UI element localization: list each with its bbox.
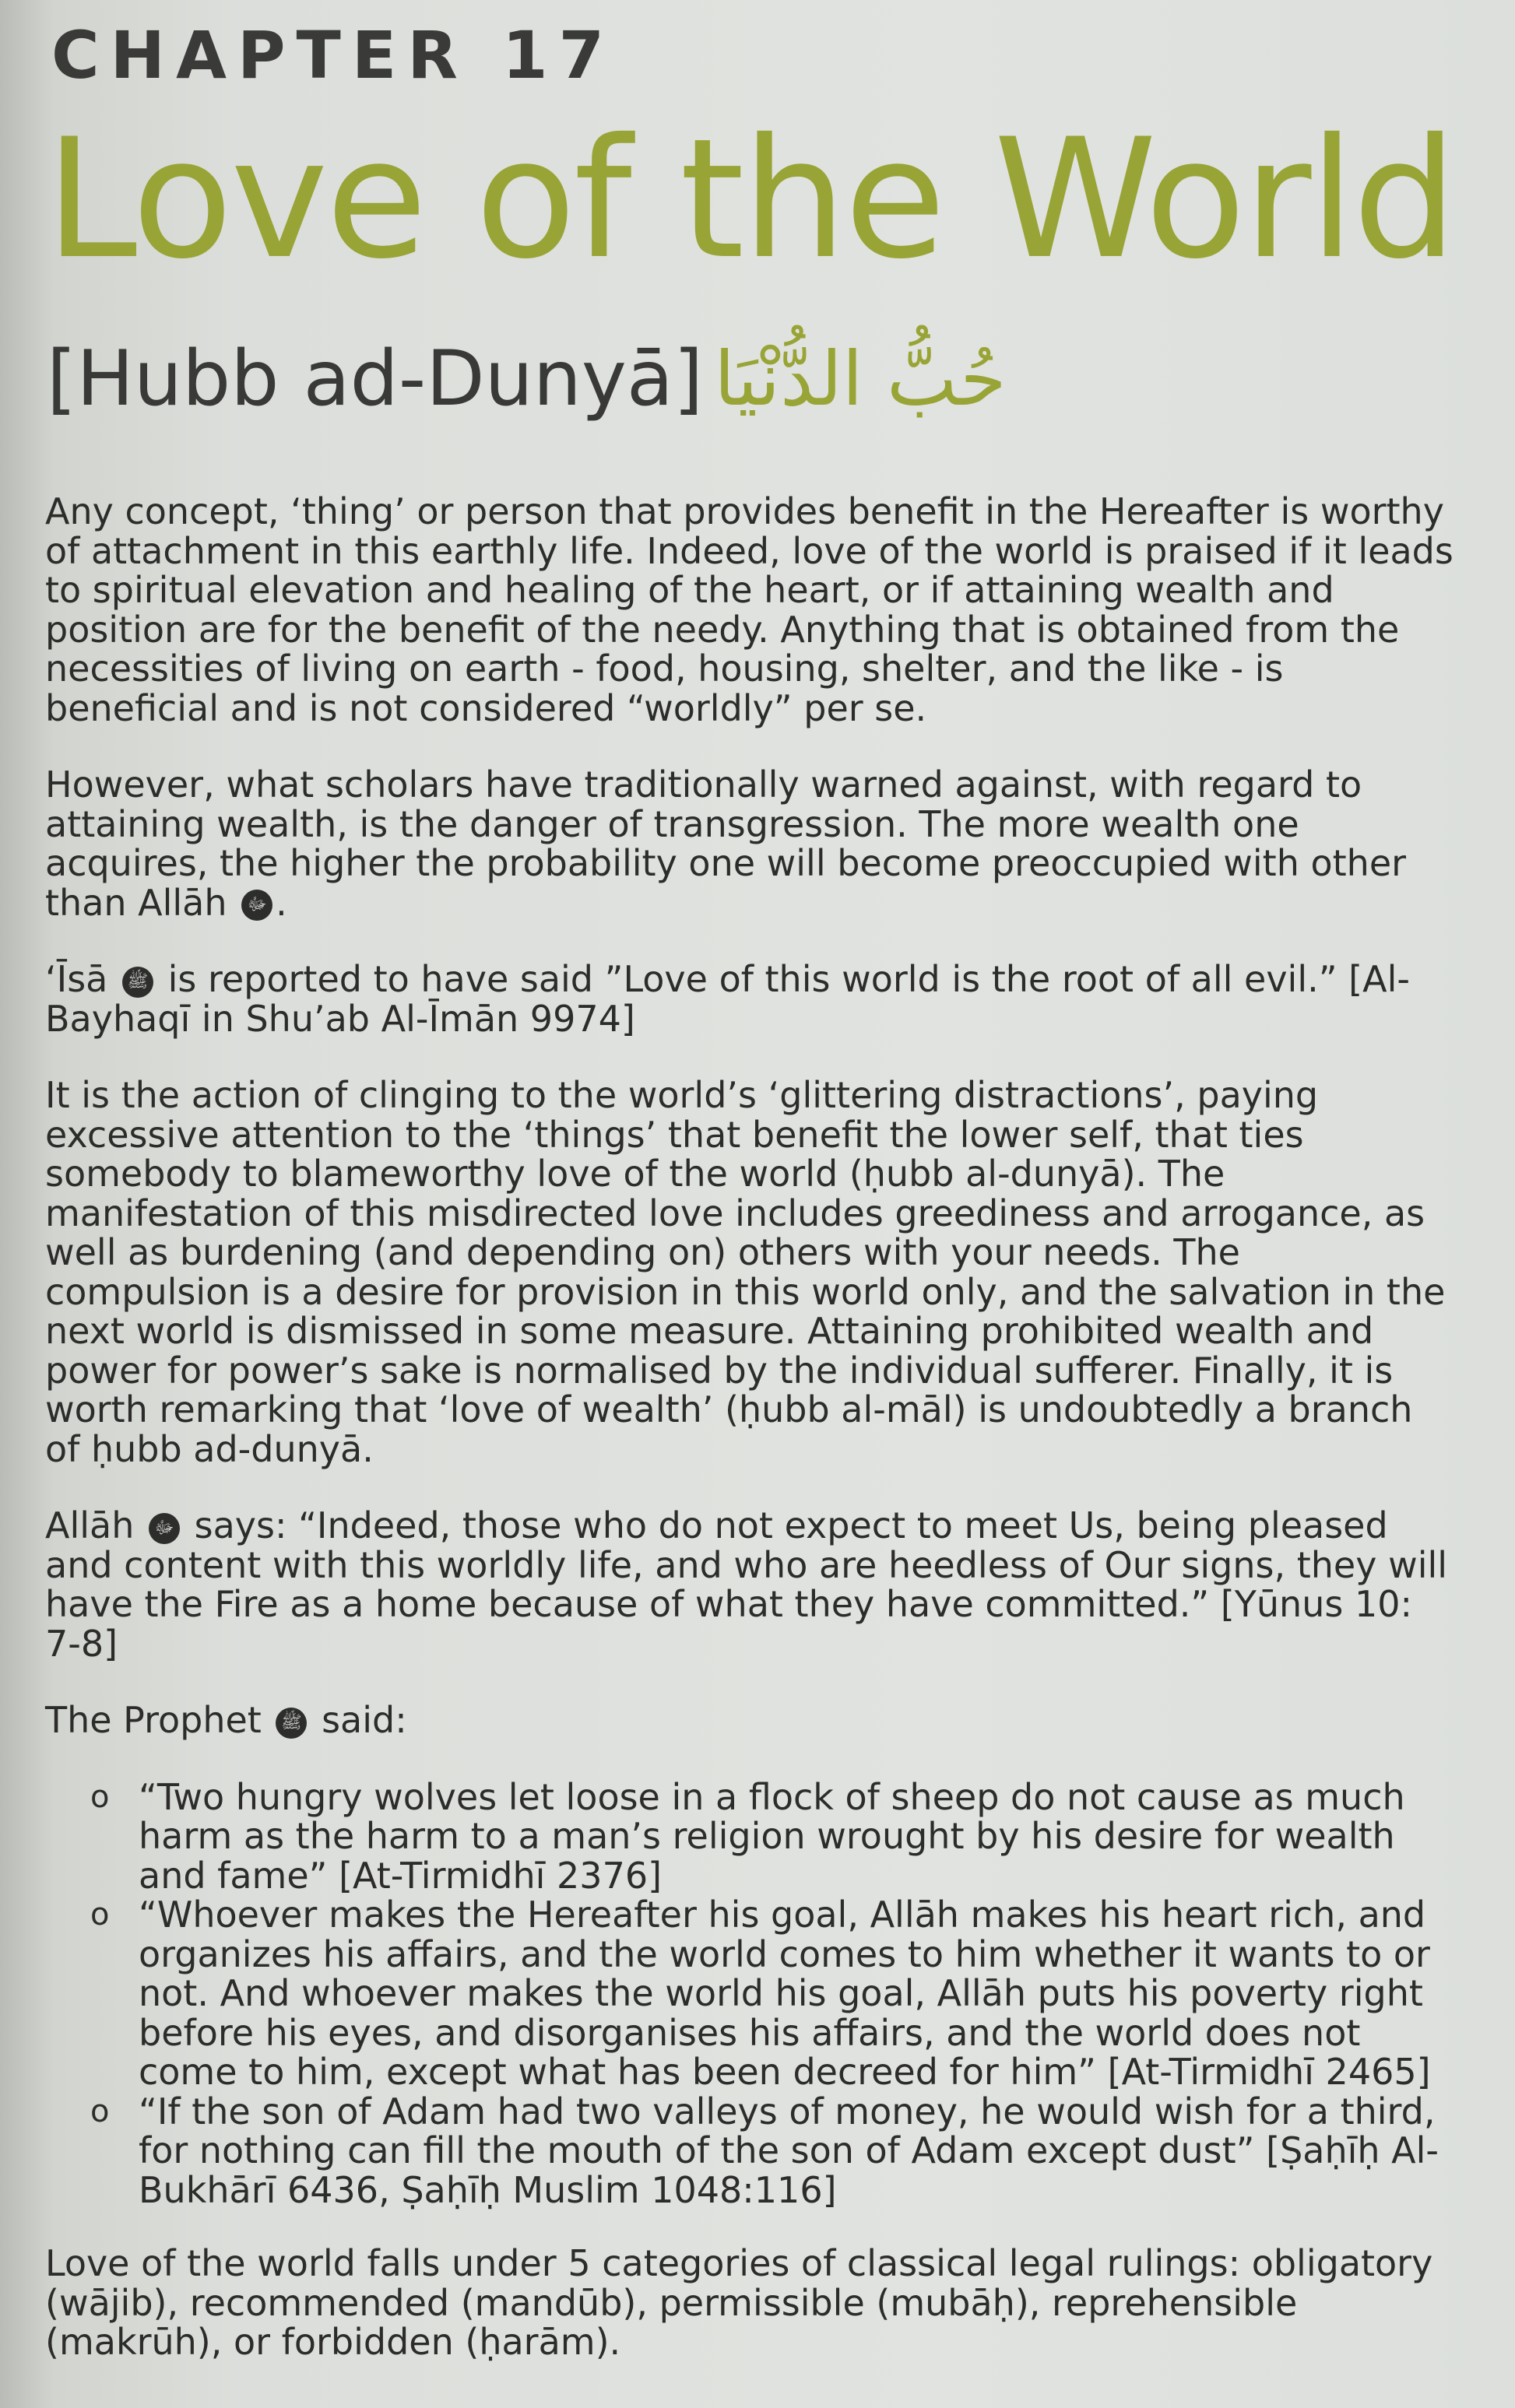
hadith-text: “If the son of Adam had two valleys of money, he would wish for a third, for nothing can fill the mouth of the son of Adam except dust” [Ṣaḥīḥ Al-Bukhārī 6436, Ṣaḥīḥ Muslim 1048:116]: [139, 2090, 1439, 2211]
honorific-seal-icon: ﷻ: [241, 890, 272, 921]
subtitle-arabic: حُبُّ الدُّنْيَا: [714, 335, 1007, 423]
paragraph-prophet-said: [45, 1701, 1454, 1740]
paragraph-legal-rulings: Love of the world falls under 5 categories of classical legal rulings: obligatory (wājib), recommended (mandūb), permissible (mubāḥ), reprehensible (makrūh), or forbidden (ḥarām).: [45, 2242, 1433, 2363]
honorific-seal-icon: ﷺ: [122, 967, 153, 998]
hadith-text: “Two hungry wolves let loose in a flock of sheep do not cause as much harm as the harm to a man’s religion wrought by his desire for wealth and fame” [At-Tirmidhī 2376]: [139, 1775, 1405, 1897]
bullet-icon: o: [90, 1897, 110, 1932]
hadith-text: “Whoever makes the Hereafter his goal, Allāh makes his heart rich, and organizes his affairs, and the world comes to him whether it wants to or not. And whoever makes the world his goal, Allāh puts his poverty right before his eyes, and disorganises his affairs, and the world does not come to him, except what has been decreed for him” [At-Tirmidhī 2465]: [139, 1894, 1431, 2093]
list-item: [90, 2090, 1454, 2211]
hadith-list: [45, 1775, 1454, 2211]
chapter-body: [45, 492, 1454, 2399]
honorific-seal-icon: ﷺ: [276, 1708, 307, 1739]
said-label: said:: [322, 1699, 407, 1741]
isa-quote-text: is reported to have said ”Love of this world is the root of all evil.” [Al-Bayhaqī in Shu’ab Al-Īmān 9974]: [45, 958, 1410, 1040]
bullet-icon: o: [90, 1778, 110, 1815]
chapter-label: CHAPTER 17: [51, 17, 616, 93]
bullet-icon: o: [90, 2093, 110, 2129]
quran-quote-text: says: “Indeed, those who do not expect to meet Us, being pleased and content with this worldly life, and who are heedless of Our signs, they will have the Fire as a home because of what they have committed.” [Yūnus 10: 7-8]: [45, 1504, 1448, 1665]
list-item: [90, 1775, 1454, 1897]
paragraph-clinging: It is the action of clinging to the world’s ‘glittering distractions’, paying excessive attention to the ‘things’ that benefit the lower self, that ties somebody to blameworthy love of the world (ḥubb al-dunyā). The manifestation of this misdirected love includes greediness and arrogance, as well as burdening (and depending on) others with your needs. The compulsion is a desire for provision in this world only, and the salvation in the next world is dismissed in some measure. Attaining prohibited wealth and power for power’s sake is normalised by the individual sufferer. Finally, it is worth remarking that ‘love of wealth’ (ḥubb al-māl) is undoubtedly a branch of ḥubb ad-dunyā.: [45, 1074, 1446, 1470]
prophet-label: The Prophet: [45, 1699, 262, 1741]
paragraph-allah-says: [45, 1506, 1454, 1663]
isa-name: ‘Īsā: [45, 958, 108, 1000]
list-item: [90, 1894, 1454, 2093]
paragraph-transgression-text: However, what scholars have traditionally warned against, with regard to attaining wealth, is the danger of transgression. The more wealth one acquires, the higher the probability one will become preoccupied with other than Allāh: [45, 763, 1407, 924]
subtitle-transliteration: [Hubb ad-Dunyā]: [47, 335, 704, 423]
paragraph-isa-quote: [45, 960, 1454, 1038]
paragraph-intro: Any concept, ‘thing’ or person that provides benefit in the Hereafter is worthy of attachment in this earthly life. Indeed, love of the world is praised if it leads to spiritual elevation and healing of the heart, or if attaining wealth and position are for the benefit of the needy. Anything that is obtained from the necessities of living on earth - food, housing, shelter, and the like - is beneficial and is not considered “worldly” per se.: [45, 490, 1453, 729]
chapter-title: Love of the World: [45, 103, 1455, 295]
allah-name: Allāh: [45, 1504, 135, 1546]
paragraph-transgression: However, what scholars have traditionally warned against, with regard to attaining wealth, is the danger of transgression. The more wealth one acquires, the higher the probability one will become preoccupied with other than Allāh ﷻ .: [45, 763, 1407, 924]
honorific-seal-icon: ﷻ: [149, 1513, 180, 1544]
chapter-subtitle: [47, 335, 1007, 423]
